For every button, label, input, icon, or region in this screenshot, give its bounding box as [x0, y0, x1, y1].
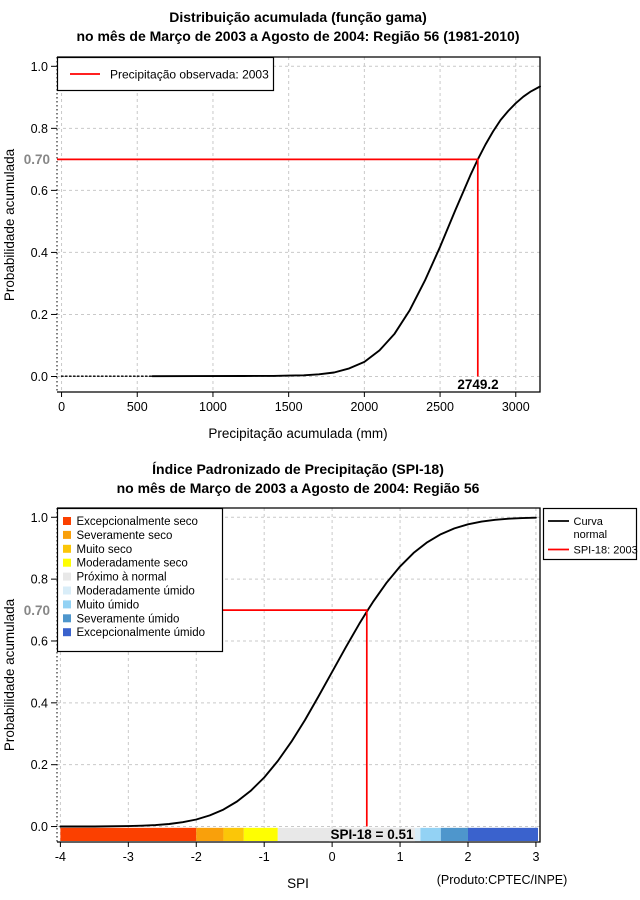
category-label: Moderadamente seco	[76, 557, 188, 570]
x-tick-label: 2000	[350, 400, 379, 414]
x-tick-label: 0	[58, 400, 66, 414]
x-tick-label: 1000	[199, 400, 227, 414]
chart-title: Distribuição acumulada (função gama)	[169, 9, 427, 25]
chart-title: Índice Padronizado de Precipitação (SPI-18)	[152, 461, 444, 477]
y-tick-label: 1.0	[30, 510, 48, 525]
y-tick-label: 0.2	[30, 307, 48, 322]
plot-area	[31, 508, 638, 864]
spi-value-label: SPI-18 = 0.51	[330, 827, 414, 842]
spi-category-bar-segment	[244, 828, 278, 841]
category-label: Moderadamente úmido	[76, 585, 195, 598]
spi-category-bar-segment	[60, 828, 196, 841]
spi-category-bar-segment	[223, 828, 243, 841]
category-color-swatch	[63, 559, 71, 567]
x-tick-label: -3	[122, 850, 134, 864]
credit-label: (Produto:CPTEC/INPE)	[436, 873, 568, 887]
category-label: Severamente úmido	[76, 613, 180, 626]
spi-category-bar-segment	[468, 828, 538, 841]
category-label: Excepcionalmente úmido	[76, 627, 205, 640]
chart-subtitle: no mês de Março de 2003 a Agosto de 2004: Região 56	[116, 480, 480, 496]
curve-legend-label: SPI-18: 2003	[573, 544, 638, 557]
category-label: Excepcionalmente seco	[76, 516, 198, 528]
curve-legend-label: Curva	[573, 516, 603, 528]
x-tick-label: 1	[396, 850, 404, 864]
x-tick-label: 0	[328, 850, 336, 864]
category-color-swatch	[63, 600, 71, 608]
x-tick-label: -4	[54, 850, 66, 864]
x-axis-title: Precipitação acumulada (mm)	[208, 426, 388, 441]
y-tick-label: 0.8	[30, 572, 48, 587]
category-color-swatch	[63, 517, 71, 525]
y-tick-label: 0.6	[30, 634, 48, 649]
x-tick-label: 500	[126, 400, 148, 414]
category-label: Severamente seco	[76, 529, 173, 542]
spi-category-bar-segment	[441, 828, 468, 841]
probability-highlight-label: 0.70	[23, 152, 50, 167]
category-color-swatch	[63, 531, 71, 539]
category-color-swatch	[63, 573, 71, 581]
category-color-swatch	[63, 545, 71, 553]
y-tick-label: 1.0	[30, 59, 48, 74]
plot-border	[57, 57, 540, 392]
spi-category-bar-segment	[420, 828, 440, 841]
category-label: Próximo à normal	[76, 571, 167, 584]
category-color-swatch	[63, 587, 71, 595]
probability-highlight-label: 0.70	[23, 603, 50, 618]
spi-svg	[0, 450, 640, 900]
x-tick-label: 2500	[426, 400, 454, 414]
y-axis-title: Probabilidade acumulada	[2, 148, 17, 302]
y-axis-title: Probabilidade acumulada	[2, 598, 17, 752]
curve-legend-label: normal	[573, 529, 608, 541]
spi-chart	[0, 450, 640, 900]
y-tick-label: 0.2	[30, 758, 48, 773]
y-tick-label: 0.8	[30, 121, 48, 136]
observed-value-line	[57, 159, 478, 376]
cdf-curve	[152, 87, 540, 377]
x-tick-label: 2	[464, 850, 472, 864]
x-axis-title: SPI	[287, 876, 309, 891]
y-tick-label: 0.6	[30, 183, 48, 198]
chart-subtitle: no mês de Março de 2003 a Agosto de 2004: Região 56 (1981-2010)	[76, 28, 520, 44]
y-tick-label: 0.4	[30, 696, 48, 711]
legend-label: Precipitação observada: 2003	[110, 67, 269, 82]
category-label: Muito úmido	[76, 599, 140, 612]
x-tick-label: -2	[190, 850, 202, 864]
category-color-swatch	[63, 628, 71, 636]
y-tick-label: 0.0	[30, 369, 48, 384]
category-label: Muito seco	[76, 543, 133, 556]
x-tick-label: 1500	[274, 400, 303, 414]
y-tick-label: 0.4	[30, 245, 48, 260]
x-tick-label: 3000	[501, 400, 530, 414]
spi-category-bar-segment	[196, 828, 223, 841]
precipitation-value-label: 2749.2	[457, 377, 499, 392]
x-tick-label: -1	[258, 850, 270, 864]
plot-area	[31, 57, 540, 414]
y-tick-label: 0.0	[30, 820, 48, 835]
x-tick-label: 3	[532, 850, 540, 864]
category-color-swatch	[63, 614, 71, 622]
